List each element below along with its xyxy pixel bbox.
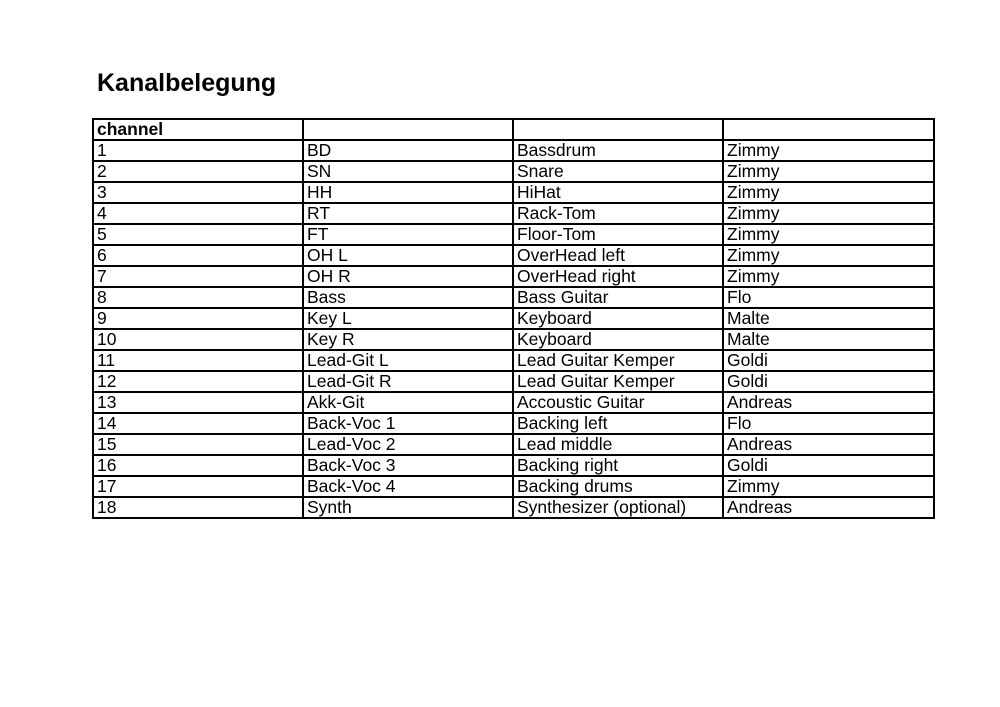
short-name-cell: Back-Voc 3 [303,455,513,476]
instrument-cell: Keyboard [513,329,723,350]
short-name-cell: Bass [303,287,513,308]
short-name-cell: Key L [303,308,513,329]
channel-number-cell: 18 [93,497,303,518]
channel-number-cell: 3 [93,182,303,203]
header-cell-channel: channel [93,119,303,140]
musician-cell: Goldi [723,350,934,371]
musician-cell: Zimmy [723,224,934,245]
header-cell-2 [303,119,513,140]
channel-number-cell: 4 [93,203,303,224]
table-row [93,182,934,203]
musician-cell: Andreas [723,497,934,518]
channel-number-cell: 14 [93,413,303,434]
table-row [93,287,934,308]
instrument-cell: Synthesizer (optional) [513,497,723,518]
page-title: Kanalbelegung [97,69,277,97]
musician-cell: Zimmy [723,245,934,266]
table-row [93,245,934,266]
musician-cell: Malte [723,329,934,350]
table-row [93,497,934,518]
musician-cell: Andreas [723,392,934,413]
table-row [93,371,934,392]
short-name-cell: Back-Voc 4 [303,476,513,497]
channel-number-cell: 15 [93,434,303,455]
short-name-cell: HH [303,182,513,203]
musician-cell: Zimmy [723,182,934,203]
short-name-cell: Akk-Git [303,392,513,413]
channel-number-cell: 12 [93,371,303,392]
channel-number-cell: 17 [93,476,303,497]
table-row [93,413,934,434]
short-name-cell: SN [303,161,513,182]
channel-number-cell: 1 [93,140,303,161]
instrument-cell: OverHead right [513,266,723,287]
musician-cell: Zimmy [723,161,934,182]
table-row [93,266,934,287]
instrument-cell: HiHat [513,182,723,203]
table-row [93,455,934,476]
short-name-cell: Lead-Voc 2 [303,434,513,455]
instrument-cell: Floor-Tom [513,224,723,245]
header-cell-4 [723,119,934,140]
channel-number-cell: 16 [93,455,303,476]
instrument-cell: OverHead left [513,245,723,266]
instrument-cell: Snare [513,161,723,182]
short-name-cell: Lead-Git R [303,371,513,392]
table-row [93,350,934,371]
channel-number-cell: 6 [93,245,303,266]
short-name-cell: Key R [303,329,513,350]
instrument-cell: Backing left [513,413,723,434]
musician-cell: Zimmy [723,266,934,287]
channel-number-cell: 5 [93,224,303,245]
instrument-cell: Rack-Tom [513,203,723,224]
musician-cell: Malte [723,308,934,329]
musician-cell: Flo [723,287,934,308]
short-name-cell: BD [303,140,513,161]
channel-table [92,118,935,519]
instrument-cell: Backing drums [513,476,723,497]
channel-number-cell: 13 [93,392,303,413]
channel-number-cell: 2 [93,161,303,182]
musician-cell: Flo [723,413,934,434]
musician-cell: Andreas [723,434,934,455]
musician-cell: Zimmy [723,203,934,224]
table-row [93,308,934,329]
channel-number-cell: 10 [93,329,303,350]
short-name-cell: RT [303,203,513,224]
table-row [93,329,934,350]
table-row [93,161,934,182]
short-name-cell: Lead-Git L [303,350,513,371]
instrument-cell: Lead Guitar Kemper [513,371,723,392]
instrument-cell: Accoustic Guitar [513,392,723,413]
musician-cell: Zimmy [723,476,934,497]
instrument-cell: Bass Guitar [513,287,723,308]
table-row [93,392,934,413]
channel-number-cell: 8 [93,287,303,308]
header-cell-3 [513,119,723,140]
instrument-cell: Lead Guitar Kemper [513,350,723,371]
table-header-row [93,119,934,140]
table-row [93,476,934,497]
table-body [93,140,934,518]
short-name-cell: OH L [303,245,513,266]
short-name-cell: Synth [303,497,513,518]
table-row [93,140,934,161]
instrument-cell: Lead middle [513,434,723,455]
musician-cell: Goldi [723,455,934,476]
short-name-cell: FT [303,224,513,245]
short-name-cell: OH R [303,266,513,287]
musician-cell: Goldi [723,371,934,392]
instrument-cell: Backing right [513,455,723,476]
table-row [93,203,934,224]
table-row [93,224,934,245]
channel-number-cell: 11 [93,350,303,371]
channel-number-cell: 7 [93,266,303,287]
channel-number-cell: 9 [93,308,303,329]
instrument-cell: Bassdrum [513,140,723,161]
musician-cell: Zimmy [723,140,934,161]
short-name-cell: Back-Voc 1 [303,413,513,434]
instrument-cell: Keyboard [513,308,723,329]
table-row [93,434,934,455]
